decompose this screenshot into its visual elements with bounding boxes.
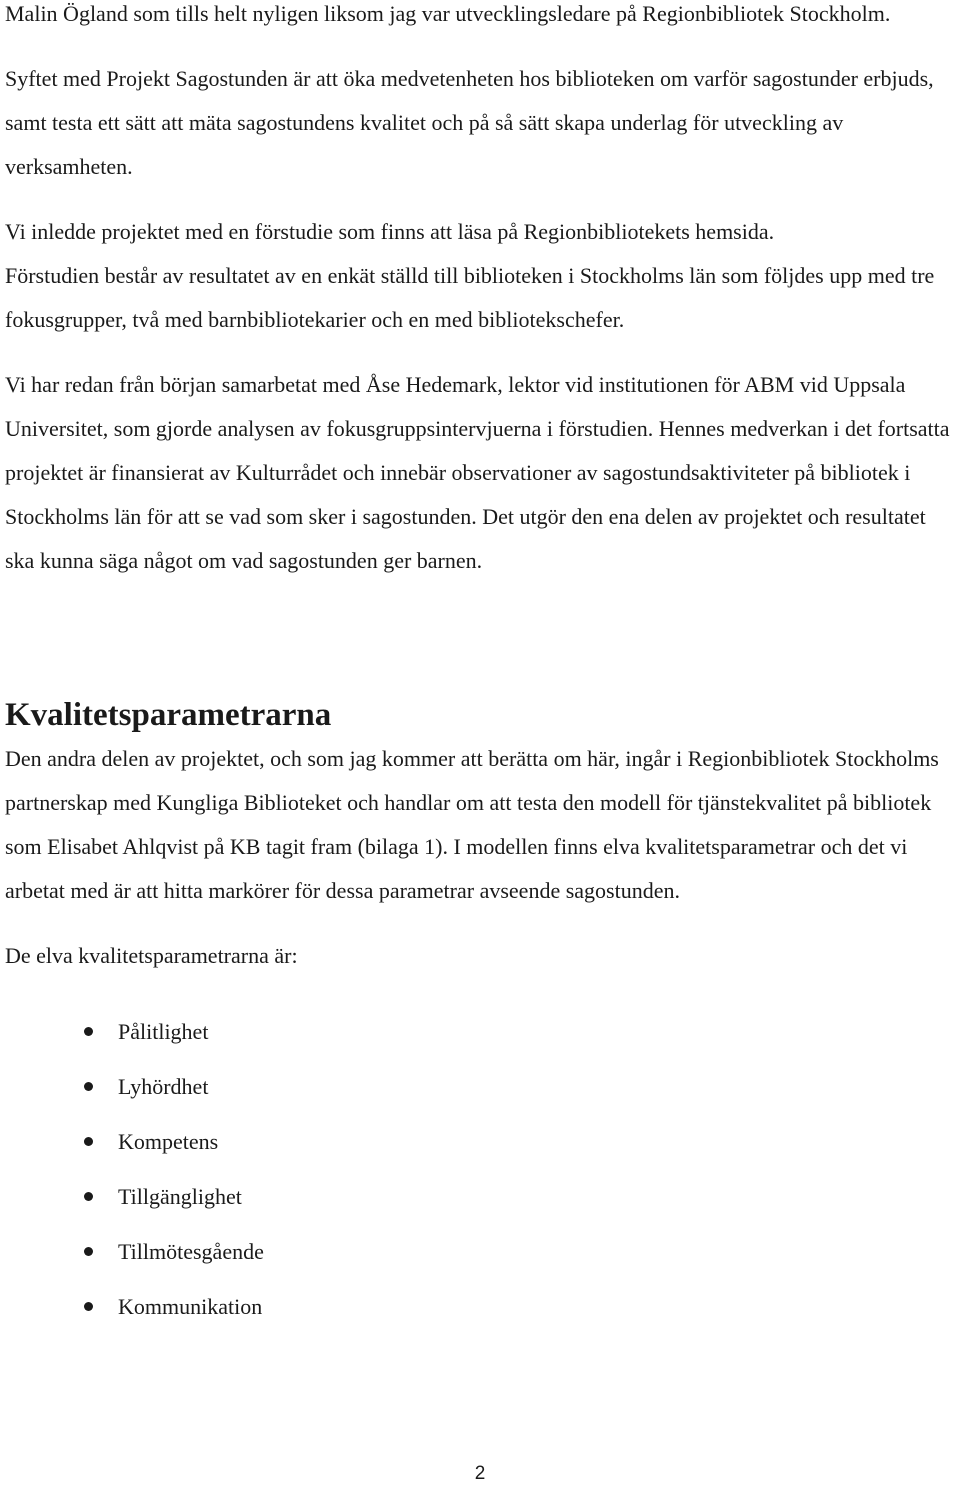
list-item xyxy=(5,1175,957,1230)
bullet-icon xyxy=(84,1192,93,1201)
list-item xyxy=(5,1230,957,1285)
bullet-icon xyxy=(84,1247,93,1256)
document-page xyxy=(5,0,957,1340)
page-number: 2 xyxy=(474,1463,486,1484)
paragraph-purpose: Syftet med Projekt Sagostunden är att öka medvetenheten hos biblioteken om varför sagostunder erbjuds, samt testa ett sätt att mäta sagostundens kvalitet och på så sätt skapa underlag för utveckling av verksamheten. xyxy=(5,66,934,179)
bullet-icon xyxy=(84,1027,93,1036)
list-item-label: Tillgänglighet xyxy=(118,1184,242,1209)
list-item xyxy=(5,1285,957,1340)
list-item xyxy=(5,1010,957,1065)
bullet-icon xyxy=(84,1137,93,1146)
list-item xyxy=(5,1065,957,1120)
paragraph-quality-model: Den andra delen av projektet, och som jag kommer att berätta om här, ingår i Regionbibliotek Stockholms partnerskap med Kungliga Biblioteket och handlar om att testa den modell för tjänstekvalitet på bibliotek som Elisabet Ahlqvist på KB tagit fram (bilaga 1). I modellen finns elva kvalitetsparametrar och det vi arbetat med är att hitta markörer för dessa parametrar avseende sagostunden. xyxy=(5,746,939,903)
paragraph-survey: Förstudien består av resultatet av en enkät ställd till biblioteken i Stockholms län som följdes upp med tre fokusgrupper, två med barnbibliotekarier och en med bibliotekschefer. xyxy=(5,263,935,332)
section-heading: Kvalitetsparametrarna xyxy=(5,697,332,733)
list-item-label: Kompetens xyxy=(118,1129,219,1154)
paragraph-intro: Malin Ögland som tills helt nyligen liksom jag var utvecklingsledare på Regionbibliotek Stockholm. xyxy=(5,1,891,26)
list-item-label: Pålitlighet xyxy=(118,1019,209,1044)
list-item-label: Tillmötesgående xyxy=(118,1239,264,1264)
bullet-icon xyxy=(84,1082,93,1091)
list-item-label: Kommunikation xyxy=(118,1294,263,1319)
quality-parameter-list xyxy=(5,1010,957,1340)
paragraph-prestudy: Vi inledde projektet med en förstudie som finns att läsa på Regionbibliotekets hemsida. xyxy=(5,219,775,244)
list-item xyxy=(5,1120,957,1175)
list-intro: De elva kvalitetsparametrarna är: xyxy=(5,943,298,968)
paragraph-collaboration: Vi har redan från början samarbetat med Åse Hedemark, lektor vid institutionen för ABM vid Uppsala Universitet, som gjorde analysen av fokusgruppsintervjuerna i förstudien. Hennes medverkan i det fortsatta projektet är finansierat av Kulturrådet och innebär observationer av sagostundsaktiviteter på bibliotek i Stockholms län för att se vad som sker i sagostunden. Det utgör den ena delen av projektet och resultatet ska kunna säga något om vad sagostunden ger barnen. xyxy=(5,372,950,573)
list-item-label: Lyhördhet xyxy=(118,1074,209,1099)
bullet-icon xyxy=(84,1302,93,1311)
